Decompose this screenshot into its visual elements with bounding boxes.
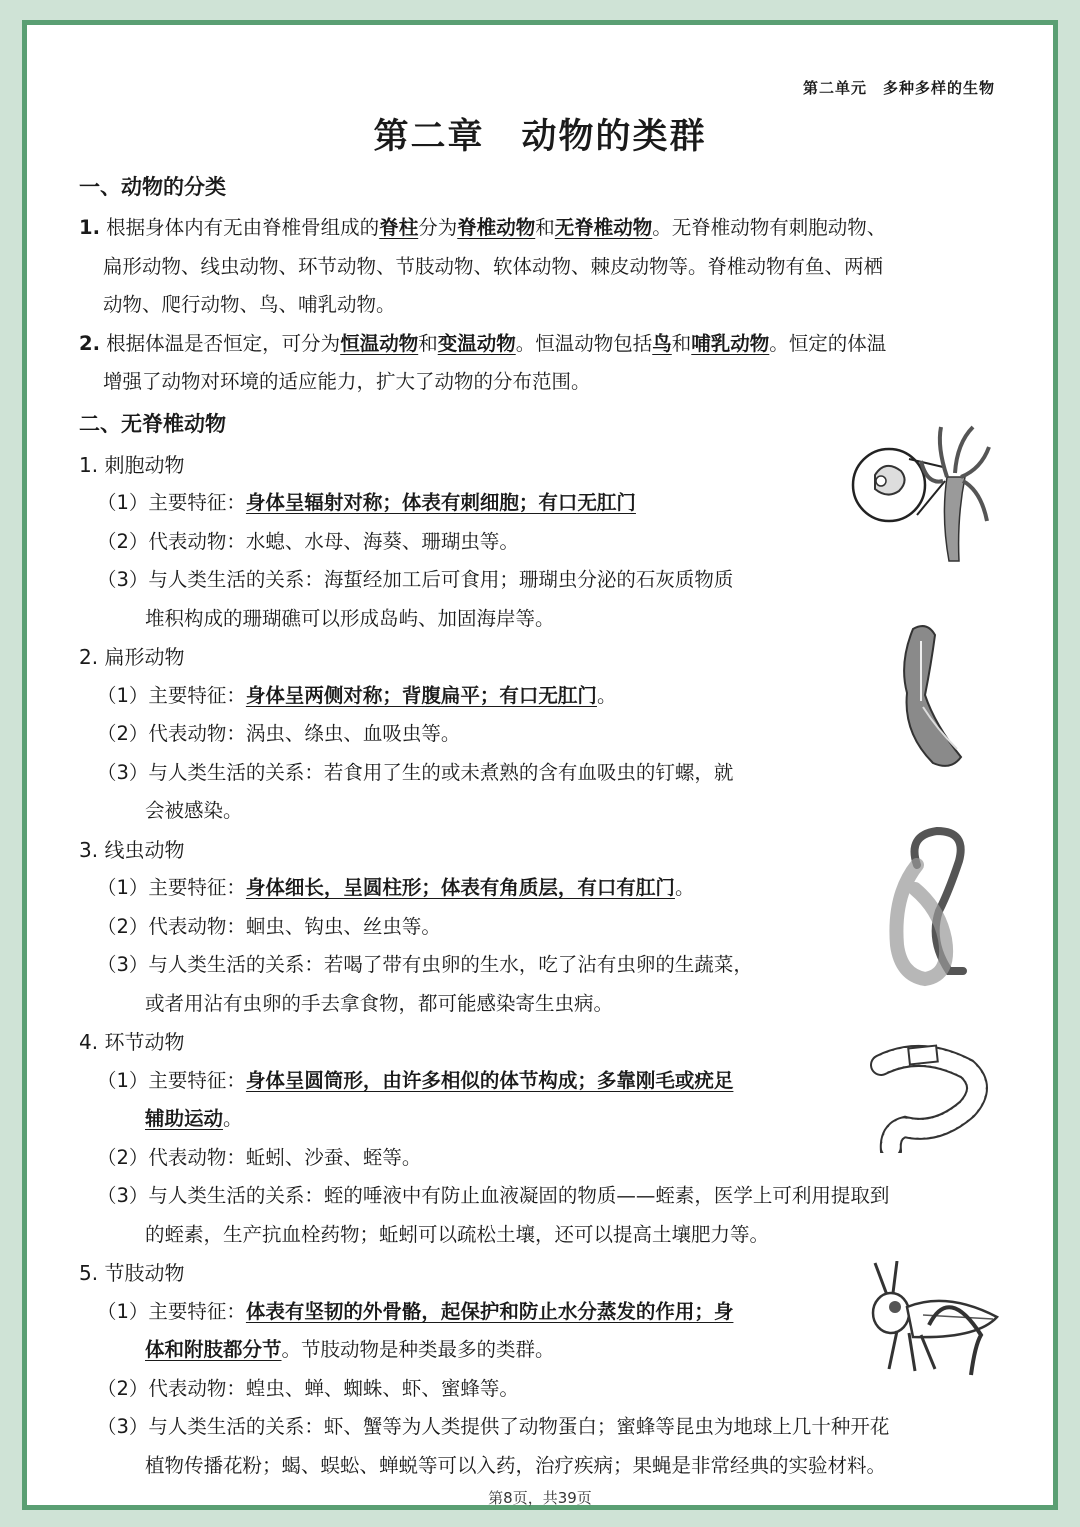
earthworm-illustration [869, 1033, 989, 1153]
para-1-line-2: 扁形动物、线虫动物、环节动物、节肢动物、软体动物、棘皮动物等。脊椎动物有鱼、两栖 [103, 254, 884, 278]
keyword: 脊柱 [379, 216, 419, 239]
relation-line-2: 会被感染。 [145, 799, 243, 822]
relation-line-2: 堆积构成的珊瑚礁可以形成岛屿、加固海岸等。 [145, 606, 555, 630]
relation-line-1: （3）与人类生活的关系：若喝了带有虫卵的生水，吃了沾有虫卵的生蔬菜， [97, 953, 753, 976]
keyword: 变温动物 [437, 331, 516, 355]
key-feature: 体和附肢都分节 [145, 1338, 282, 1361]
feature-line-2: 体和附肢都分节。节肢动物是种类最多的类群。 [145, 1338, 555, 1361]
para-1-line-1: 1. 根据身体内有无由脊椎骨组成的脊柱分为脊椎动物和无脊椎动物。无脊椎动物有刺胞动物、 [79, 216, 887, 239]
group-title-annelids: 4. 环节动物 [79, 1030, 185, 1054]
keyword: 哺乳动物 [691, 331, 770, 355]
feature-line: （1）主要特征：体表有坚韧的外骨骼，起保护和防止水分蒸发的作用；身 [97, 1299, 734, 1323]
key-feature: 身体呈两侧对称；背腹扁平；有口无肛门 [245, 683, 597, 707]
keyword: 恒温动物 [340, 331, 419, 355]
keyword: 无脊椎动物 [554, 216, 653, 239]
representative-line: （2）代表动物：涡虫、绦虫、血吸虫等。 [97, 722, 461, 745]
representative-line: （2）代表动物：蛔虫、钩虫、丝虫等。 [97, 914, 441, 938]
keyword: 脊椎动物 [457, 216, 536, 239]
key-feature: 身体细长，呈圆柱形；体表有角质层，有口有肛门 [245, 876, 675, 899]
group-title-cnidaria: 1. 刺胞动物 [79, 452, 185, 477]
relation-line-1: （3）与人类生活的关系：若食用了生的或未煮熟的含有血吸虫的钉螺，就 [97, 760, 734, 784]
section-title-classification: 一、动物的分类 [79, 175, 226, 199]
key-feature: 辅助运动 [145, 1107, 224, 1130]
group-title-arthropods: 5. 节肢动物 [79, 1261, 185, 1285]
group-title-nematodes: 3. 线虫动物 [79, 837, 185, 862]
relation-line-2: 植物传播花粉；蝎、蜈蚣、蝉蜕等可以入药，治疗疾病；果蝇是非常经典的实验材料。 [145, 1453, 887, 1477]
key-feature: 身体呈圆筒形，由许多相似的体节构成；多靠刚毛或疣足 [245, 1068, 734, 1092]
feature-line: （1）主要特征：身体呈辐射对称；体表有刺细胞；有口无肛门 [97, 491, 636, 514]
relation-line-1: （3）与人类生活的关系：海蜇经加工后可食用；珊瑚虫分泌的石灰质物质 [97, 568, 734, 591]
page-footer: 第8页，共39页 [488, 1489, 592, 1507]
relation-line-2: 或者用沾有虫卵的手去拿食物，都可能感染寄生虫病。 [145, 991, 614, 1015]
representative-line: （2）代表动物：蚯蚓、沙蚕、蛭等。 [97, 1145, 422, 1169]
section-title-invertebrates: 二、无脊椎动物 [79, 411, 226, 436]
relation-line-2: 的蛭素，生产抗血栓药物；蚯蚓可以疏松土壤，还可以提高土壤肥力等。 [145, 1222, 770, 1246]
group-title-flatworms: 2. 扁形动物 [79, 645, 185, 669]
feature-line: （1）主要特征：身体细长，呈圆柱形；体表有角质层，有口有肛门。 [97, 876, 695, 899]
feature-line: （1）主要特征：身体呈两侧对称；背腹扁平；有口无肛门。 [97, 683, 617, 707]
para-1-line-3: 动物、爬行动物、鸟、哺乳动物。 [103, 293, 396, 316]
key-feature: 身体呈辐射对称；体表有刺细胞；有口无肛门 [245, 491, 636, 514]
representative-line: （2）代表动物：蝗虫、蝉、蜘蛛、虾、蜜蜂等。 [97, 1376, 519, 1400]
keyword: 鸟 [652, 331, 672, 355]
unit-header: 第二单元 多种多样的生物 [802, 79, 995, 97]
para-2-line-1: 2. 根据体温是否恒定，可分为恒温动物和变温动物。恒温动物包括鸟和哺乳动物。恒定的体温 [79, 331, 887, 355]
roundworm-illustration [877, 825, 987, 995]
chapter-title: 第二章 动物的类群 [373, 117, 707, 157]
grasshopper-illustration [853, 1261, 1003, 1381]
feature-line-2: 辅助运动。 [145, 1107, 243, 1130]
relation-line-1: （3）与人类生活的关系：虾、蟹等为人类提供了动物蛋白；蜜蜂等昆虫为地球上几十种开花 [97, 1415, 890, 1438]
hydra-illustration [847, 417, 997, 567]
feature-line: （1）主要特征：身体呈圆筒形，由许多相似的体节构成；多靠刚毛或疣足 [97, 1068, 734, 1092]
para-2-line-2: 增强了动物对环境的适应能力，扩大了动物的分布范围。 [103, 370, 591, 393]
representative-line: （2）代表动物：水螅、水母、海葵、珊瑚虫等。 [97, 529, 519, 553]
page-sheet [22, 20, 1058, 1510]
relation-line-1: （3）与人类生活的关系：蛭的唾液中有防止血液凝固的物质——蛭素，医学上可利用提取到 [97, 1184, 890, 1207]
planarian-illustration [883, 621, 973, 771]
key-feature: 体表有坚韧的外骨骼，起保护和防止水分蒸发的作用；身 [245, 1299, 734, 1323]
